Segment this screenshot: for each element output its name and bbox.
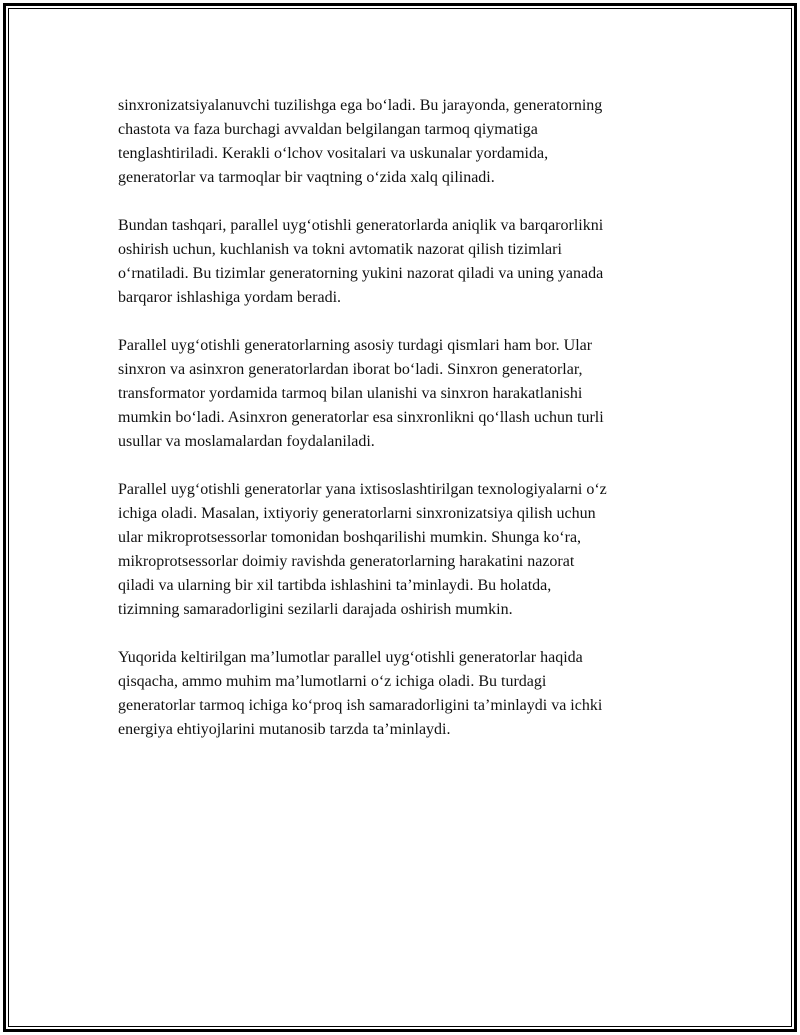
text-line: usullar va moslamalardan foydalaniladi. — [118, 433, 375, 450]
text-line: tizimning samaradorligini sezilarli darajada oshirish mumkin. — [118, 601, 513, 618]
text-line: ichiga oladi. Masalan, ixtiyoriy generatorlarni sinxronizatsiya qilish uchun — [118, 505, 596, 522]
text-line: qisqacha, ammo muhim ma’lumotlarni o‘z ichiga oladi. Bu turdagi — [118, 673, 547, 690]
text-line: tenglashtiriladi. Kerakli o‘lchov vositalari va uskunalar yordamida, — [118, 145, 549, 162]
text-line: Yuqorida keltirilgan ma’lumotlar parallel uyg‘otishli generatorlar haqida — [118, 649, 583, 666]
paragraph-5 — [118, 646, 698, 742]
paragraph-1 — [118, 94, 698, 190]
text-line: Parallel uyg‘otishli generatorlarning asosiy turdagi qismlari ham bor. Ular — [118, 337, 593, 354]
text-line: Parallel uyg‘otishli generatorlar yana ixtisoslashtirilgan texnologiyalarni o‘z — [118, 481, 607, 498]
text-line: sinxron va asinxron generatorlardan iborat bo‘ladi. Sinxron generatorlar, — [118, 361, 583, 378]
paragraph-3 — [118, 334, 698, 454]
text-line: generatorlar tarmoq ichiga ko‘proq ish samaradorligini ta’minlaydi va ichki — [118, 697, 603, 714]
text-line: sinxronizatsiyalanuvchi tuzilishga ega bo‘ladi. Bu jarayonda, generatorning — [118, 97, 603, 114]
text-line: mikroprotsessorlar doimiy ravishda generatorlarning harakatini nazorat — [118, 553, 575, 570]
paragraph-2 — [118, 214, 698, 310]
text-line: chastota va faza burchagi avvaldan belgilangan tarmoq qiymatiga — [118, 121, 538, 138]
text-line: energiya ehtiyojlarini mutanosib tarzda ta’minlaydi. — [118, 721, 451, 738]
text-line: generatorlar va tarmoqlar bir vaqtning o‘zida xalq qilinadi. — [118, 169, 495, 186]
document-body — [118, 94, 698, 766]
text-line: barqaror ishlashiga yordam beradi. — [118, 289, 342, 306]
text-line: qiladi va ularning bir xil tartibda ishlashini ta’minlaydi. Bu holatda, — [118, 577, 552, 594]
text-line: Bundan tashqari, parallel uyg‘otishli generatorlarda aniqlik va barqarorlikni — [118, 217, 604, 234]
text-line: ular mikroprotsessorlar tomonidan boshqarilishi mumkin. Shunga ko‘ra, — [118, 529, 582, 546]
text-line: mumkin bo‘ladi. Asinxron generatorlar esa sinxronlikni qo‘llash uchun turli — [118, 409, 604, 426]
paragraph-4 — [118, 478, 698, 622]
text-line: oshirish uchun, kuchlanish va tokni avtomatik nazorat qilish tizimlari — [118, 241, 562, 258]
text-line: transformator yordamida tarmoq bilan ulanishi va sinxron harakatlanishi — [118, 385, 583, 402]
text-line: o‘rnatiladi. Bu tizimlar generatorning yukini nazorat qiladi va uning yanada — [118, 265, 604, 282]
